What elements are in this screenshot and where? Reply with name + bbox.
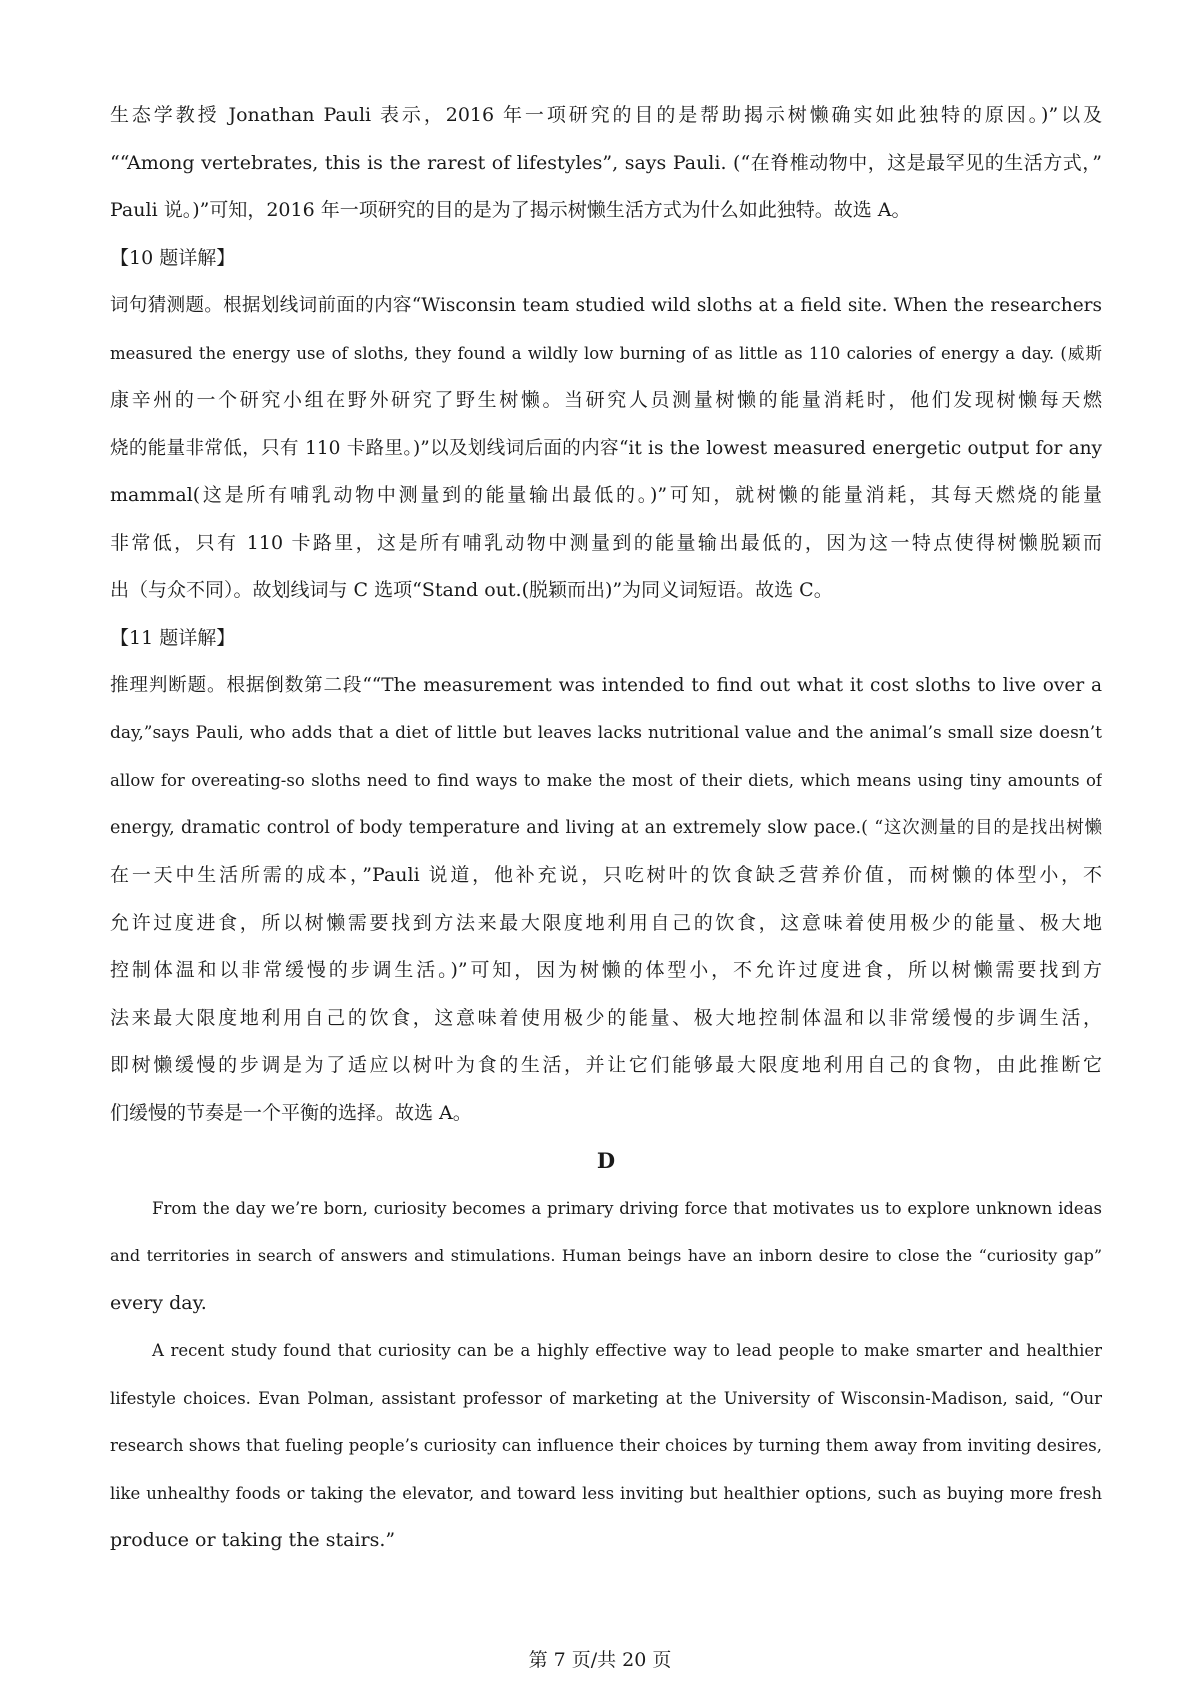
text-line: 控制体温和以非常缓慢的步调生活。)”可知，因为树懒的体型小，不允许过度进食，所以树懒需要找到方: [110, 959, 1102, 981]
section-d-title: D: [596, 1148, 616, 1173]
text-line: 出（与众不同）。故划线词与 C 选项“Stand out.(脱颖而出)”为同义词短语。故选 C。: [110, 579, 833, 601]
text-line: 允许过度进食，所以树懒需要找到方法来最大限度地利用自己的饮食，这意味着使用极少的能量、极大地: [110, 911, 1102, 934]
text-line: A recent study found that curiosity can be a highly effective way to lead people to make smarter and healthier: [152, 1341, 1102, 1360]
text-line: 推理判断题。根据倒数第二段““The measurement was intended to find out what it cost sloths to live over a: [110, 675, 1102, 696]
document-page: [110, 92, 1102, 1565]
text-line: day,”says Pauli, who adds that a diet of little but leaves lacks nutritional value and the animal’s small size doesn’t: [110, 722, 1102, 743]
text-line: 烧的能量非常低，只有 110 卡路里。)”以及划线词后面的内容“it is the lowest measured energetic output for any: [110, 437, 1102, 459]
text-line: From the day we’re born, curiosity becomes a primary driving force that motivates us to explore unknown ideas: [152, 1198, 1102, 1218]
text-line: 康辛州的一个研究小组在野外研究了野生树懒。当研究人员测量树懒的能量消耗时，他们发现树懒每天燃: [110, 389, 1102, 411]
text-line: and territories in search of answers and stimulations. Human beings have an inborn desire to close the “curiosity gap”: [110, 1246, 1102, 1265]
text-line: 在一天中生活所需的成本，”Pauli 说道，他补充说，只吃树叶的饮食缺乏营养价值，而树懒的体型小，不: [110, 864, 1102, 886]
q11-explanation: [110, 662, 1102, 1137]
text-line: 生态学教授 Jonathan Pauli 表示，2016 年一项研究的目的是帮助揭示树懒确实如此独特的原因。)”以及: [110, 104, 1102, 126]
passage-d-paragraph-1: [110, 1185, 1102, 1328]
text-line: Pauli 说。)”可知，2016 年一项研究的目的是为了揭示树懒生活方式为什么如此独特。故选 A。: [110, 199, 911, 221]
q10-heading: 【10 题详解】: [110, 246, 236, 269]
passage-d-paragraph-2: [110, 1327, 1102, 1565]
text-line: 即树懒缓慢的步调是为了适应以树叶为食的生活，并让它们能够最大限度地利用自己的食物，由此推断它: [110, 1054, 1102, 1076]
text-line: allow for overeating-so sloths need to find ways to make the most of their diets, which means using tiny amounts of: [110, 771, 1102, 790]
text-line: lifestyle choices. Evan Polman, assistant professor of marketing at the University of Wisconsin-Madison, said, “Our: [110, 1388, 1102, 1408]
text-line: 们缓慢的节奏是一个平衡的选择。故选 A。: [110, 1101, 472, 1124]
text-line: 法来最大限度地利用自己的饮食，这意味着使用极少的能量、极大地控制体温和以非常缓慢的步调生活，: [110, 1006, 1102, 1029]
text-line: 词句猜测题。根据划线词前面的内容“Wisconsin team studied wild sloths at a field site. When the researchers: [110, 295, 1102, 316]
q9-explanation-tail: [110, 92, 1102, 235]
q10-explanation: [110, 282, 1102, 615]
text-line: like unhealthy foods or taking the elevator, and toward less inviting but healthier options, such as buying more fresh: [110, 1483, 1102, 1503]
q11-heading: 【11 题详解】: [110, 626, 236, 649]
text-line: every day.: [110, 1291, 207, 1314]
text-line: 非常低，只有 110 卡路里，这是所有哺乳动物中测量到的能量输出最低的，因为这一特点使得树懒脱颖而: [110, 531, 1102, 554]
text-line: research shows that fueling people’s curiosity can influence their choices by turning them away from inviting desires,: [110, 1436, 1102, 1455]
text-line: energy, dramatic control of body temperature and living at an extremely slow pace.( “这次测量的目的是找出树懒: [110, 817, 1102, 838]
page-footer: 第 7 页/共 20 页: [528, 1649, 672, 1671]
text-line: ““Among vertebrates, this is the rarest of lifestyles”, says Pauli. (“在脊椎动物中，这是最罕见的生活方式，”: [110, 151, 1102, 174]
text-line: mammal(这是所有哺乳动物中测量到的能量输出最低的。)”可知，就树懒的能量消耗，其每天燃烧的能量: [110, 484, 1102, 506]
text-line: produce or taking the stairs.”: [110, 1529, 396, 1551]
text-line: measured the energy use of sloths, they found a wildly low burning of as little as 110 calories of energy a day. (威斯: [110, 343, 1102, 363]
